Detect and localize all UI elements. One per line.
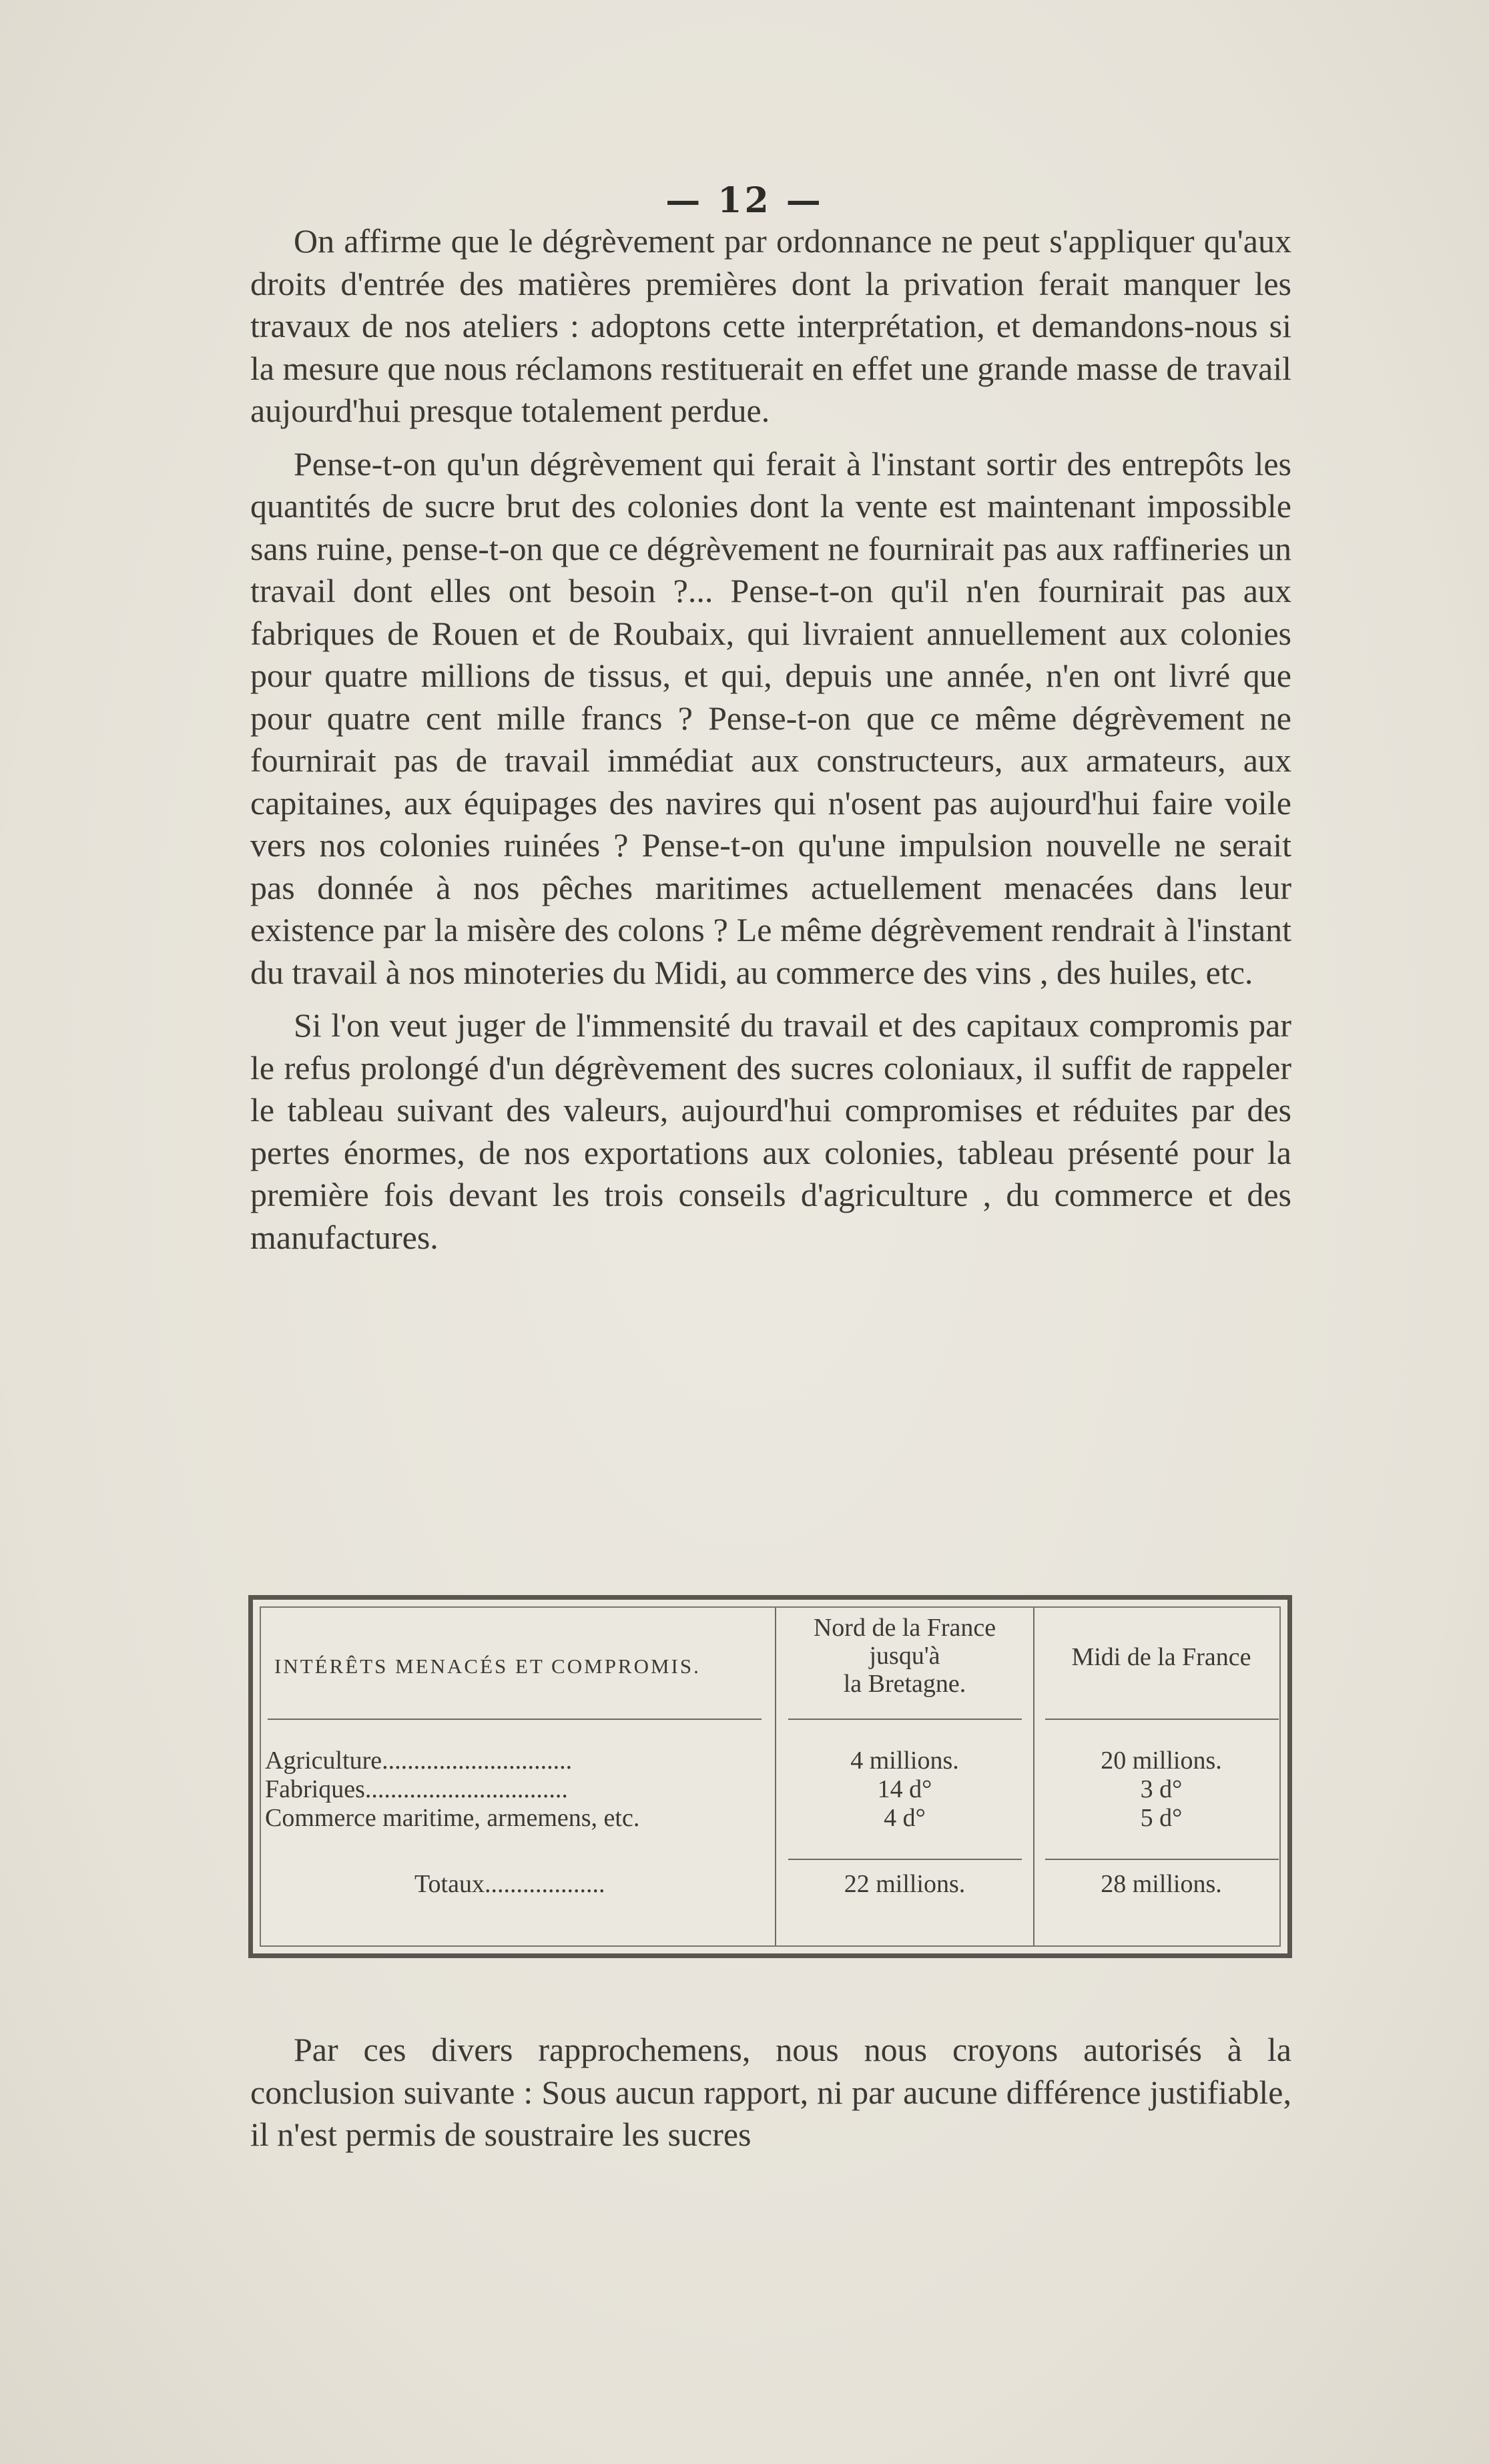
row-label-agriculture: Agriculture.............................. (265, 1747, 573, 1775)
body-text (250, 220, 1291, 1269)
header-interests: INTÉRÊTS MENACÉS ET COMPROMIS. (274, 1654, 701, 1678)
closing-text (250, 2029, 1291, 2167)
exports-table (248, 1595, 1292, 1958)
paragraph-1: On affirme que le dégrèvement par ordonnance ne peut s'appliquer qu'aux droits d'entrée des matières premières dont la privation ferait manquer les travaux de nos ateliers : adoptons cette interprétation, et demandons-nous si la mesure que nous réclamons restituerait en effet une grande masse de travail aujourd'hui presque totalement perdue. (250, 222, 1291, 429)
total-south: 28 millions. (1101, 1870, 1222, 1898)
header-rule-2 (788, 1719, 1022, 1720)
header-north-line2: jusqu'à (869, 1642, 940, 1670)
paragraph-2: Pense-t-on qu'un dégrèvement qui ferait à l'instant sortir des entrepôts les quantités de sucre brut des colonies dont la vente est maintenant impossible sans ruine, pense-t-on que ce dégrèvement ne fournirait pas aux raffineries un travail dont elles ont besoin ?... Pense-t-on qu'il n'en fournirait pas aux fabriques de Rouen et de Roubaix, qui livraient annuellement aux colonies pour quatre millions de tissus, et qui, depuis une année, n'en ont livré que pour quatre cent mille francs ? Pense-t-on que ce même dégrèvement ne fournirait pas de travail immédiat aux constructeurs, aux armateurs, aux capitaines, aux équipages des navires qui n'osent pas aujourd'hui faire voile vers nos colonies ruinées ? Pense-t-on qu'une impulsion nouvelle ne serait pas donnée à nos pêches maritimes actuellement menacées dans leur existence par la misère des colons ? Le même dégrèvement rendrait à l'instant du travail à nos minoteries du Midi, au commerce des vins , des huiles, etc. (250, 444, 1291, 991)
row-north-commerce: 4 d° (884, 1804, 926, 1832)
row-north-agriculture: 4 millions. (850, 1747, 959, 1775)
total-north: 22 millions. (844, 1870, 966, 1898)
row-south-agriculture: 20 millions. (1101, 1747, 1222, 1775)
row-north-fabriques: 14 d° (877, 1775, 932, 1803)
total-rule-north (788, 1859, 1022, 1860)
header-north-line3: la Bretagne. (843, 1670, 966, 1698)
row-south-fabriques: 3 d° (1140, 1775, 1183, 1803)
header-south: Midi de la France (1071, 1643, 1251, 1671)
header-rule-1 (268, 1719, 762, 1720)
table-frame (260, 1606, 1281, 1947)
row-label-commerce: Commerce maritime, armemens, etc. (265, 1804, 640, 1832)
header-rule-3 (1045, 1719, 1279, 1720)
closing-paragraph: Par ces divers rapprochemens, nous nous croyons autorisés à la conclusion suivante : Sous aucun rapport, ni par aucune différence justifiable, il n'est permis de soustraire les sucres (250, 2031, 1291, 2153)
total-rule-south (1045, 1859, 1279, 1860)
header-north-line1: Nord de la France (813, 1614, 996, 1642)
paragraph-3: Si l'on veut juger de l'immensité du travail et des capitaux compromis par le refus prolongé d'un dégrèvement des sucres coloniaux, il suffit de rappeler le tableau suivant des valeurs, aujourd'hui compromises et réduites par des pertes énormes, de nos exportations aux colonies, tableau présenté pour la première fois devant les trois conseils d'agriculture , du commerce et des manufactures. (250, 1006, 1291, 1256)
page-number: — 12 — (665, 180, 824, 221)
total-label: Totaux................... (414, 1870, 605, 1898)
row-south-commerce: 5 d° (1140, 1804, 1183, 1832)
row-label-fabriques: Fabriques................................ (265, 1775, 568, 1803)
